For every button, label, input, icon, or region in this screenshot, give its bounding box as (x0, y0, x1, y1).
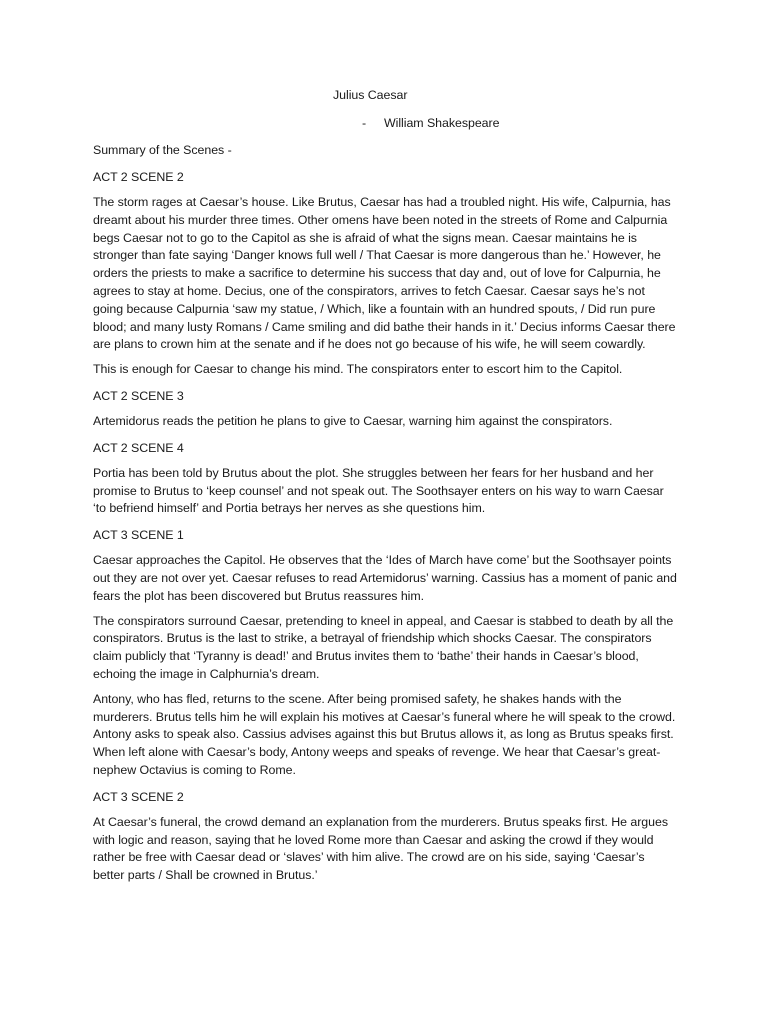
scene-paragraph: The storm rages at Caesar’s house. Like Brutus, Caesar has had a troubled night. His wife, Calpurnia, has dreamt about his murder three times. Other omens have been noted in the streets of Rome and Calpurnia begs Caesar not to go to the Capitol as she is afraid of what the signs mean. Caesar maintains he is stronger than fate saying ‘Danger knows full well / That Caesar is more dangerous than he.’ However, he orders the priests to make a sacrifice to determine his success that day and, out of love for Calpurnia, he agrees to stay at home. Decius, one of the conspirators, arrives to fetch Caesar. Caesar says he’s not going because Calpurnia ‘saw my statue, / Which, like a fountain with an hundred spouts, / Did run pure blood; and many lusty Romans / Came smiling and did bathe their hands in it.’ Decius informs Caesar there are plans to crown him at the senate and if he does not go because of his wife, he will seem cowardly. (93, 195, 676, 352)
scene-paragraph: Caesar approaches the Capitol. He observes that the ‘Ides of March have come’ but the Soothsayer points out they are not over yet. Caesar refuses to read Artemidorus’ warning. Cassius has a moment of panic and fears the plot has been discovered but Brutus reassures him. (93, 553, 677, 603)
summary-heading: Summary of the Scenes - (93, 143, 232, 157)
scene-heading: ACT 2 SCENE 3 (93, 388, 184, 403)
author-dash: - (362, 116, 367, 130)
scene-paragraph: The conspirators surround Caesar, pretending to kneel in appeal, and Caesar is stabbed to death by all the conspirators. Brutus is the last to strike, a betrayal of friendship which shocks Caesar. The conspirators claim publicly that ‘Tyranny is dead!’ and Brutus invites them to ‘bathe’ their hands in Caesar’s blood, echoing the image in Calphurnia’s dream. (93, 613, 674, 681)
scene-paragraph: At Caesar’s funeral, the crowd demand an explanation from the murderers. Brutus speaks first. He argues with logic and reason, saying that he loved Rome more than Caesar and asking the crowd if they would rather be free with Caesar dead or ‘slaves’ with him alive. The crowd are on his side, saying ‘Caesar’s better parts / Shall be crowned in Brutus.’ (93, 814, 668, 883)
scene-paragraph: Antony, who has fled, returns to the scene. After being promised safety, he shakes hands with the murderers. Brutus tells him he will explain his motives at Caesar’s funeral where he will speak to the crowd. Antony asks to speak also. Cassius advises against this but Brutus allows it, as long as Brutus speaks first. When left alone with Caesar’s body, Antony weeps and speaks of revenge. We hear that Caesar’s great-nephew Octavius is coming to Rome. (93, 691, 676, 777)
scene-heading: ACT 3 SCENE 2 (93, 789, 184, 804)
scene-heading: ACT 2 SCENE 4 (93, 440, 184, 455)
document-author-line (93, 113, 677, 133)
document-body (93, 85, 677, 885)
scene-heading: ACT 3 SCENE 1 (93, 528, 184, 543)
document-title: Julius Caesar (333, 88, 408, 102)
scene-paragraph: Portia has been told by Brutus about the plot. She struggles between her fears for her husband and her promise to Brutus to ‘keep counsel’ and not speak out. The Soothsayer enters on his way to warn Caesar ‘to befriend himself’ and Portia betrays her nerves as she questions him. (93, 465, 664, 516)
scene-paragraph: This is enough for Caesar to change his mind. The conspirators enter to escort him to the Capitol. (93, 362, 623, 377)
scene-heading: ACT 2 SCENE 2 (93, 170, 184, 184)
scene-paragraph: Artemidorus reads the petition he plans to give to Caesar, warning him against the conspirators. (93, 413, 613, 428)
document-author: William Shakespeare (384, 116, 500, 130)
